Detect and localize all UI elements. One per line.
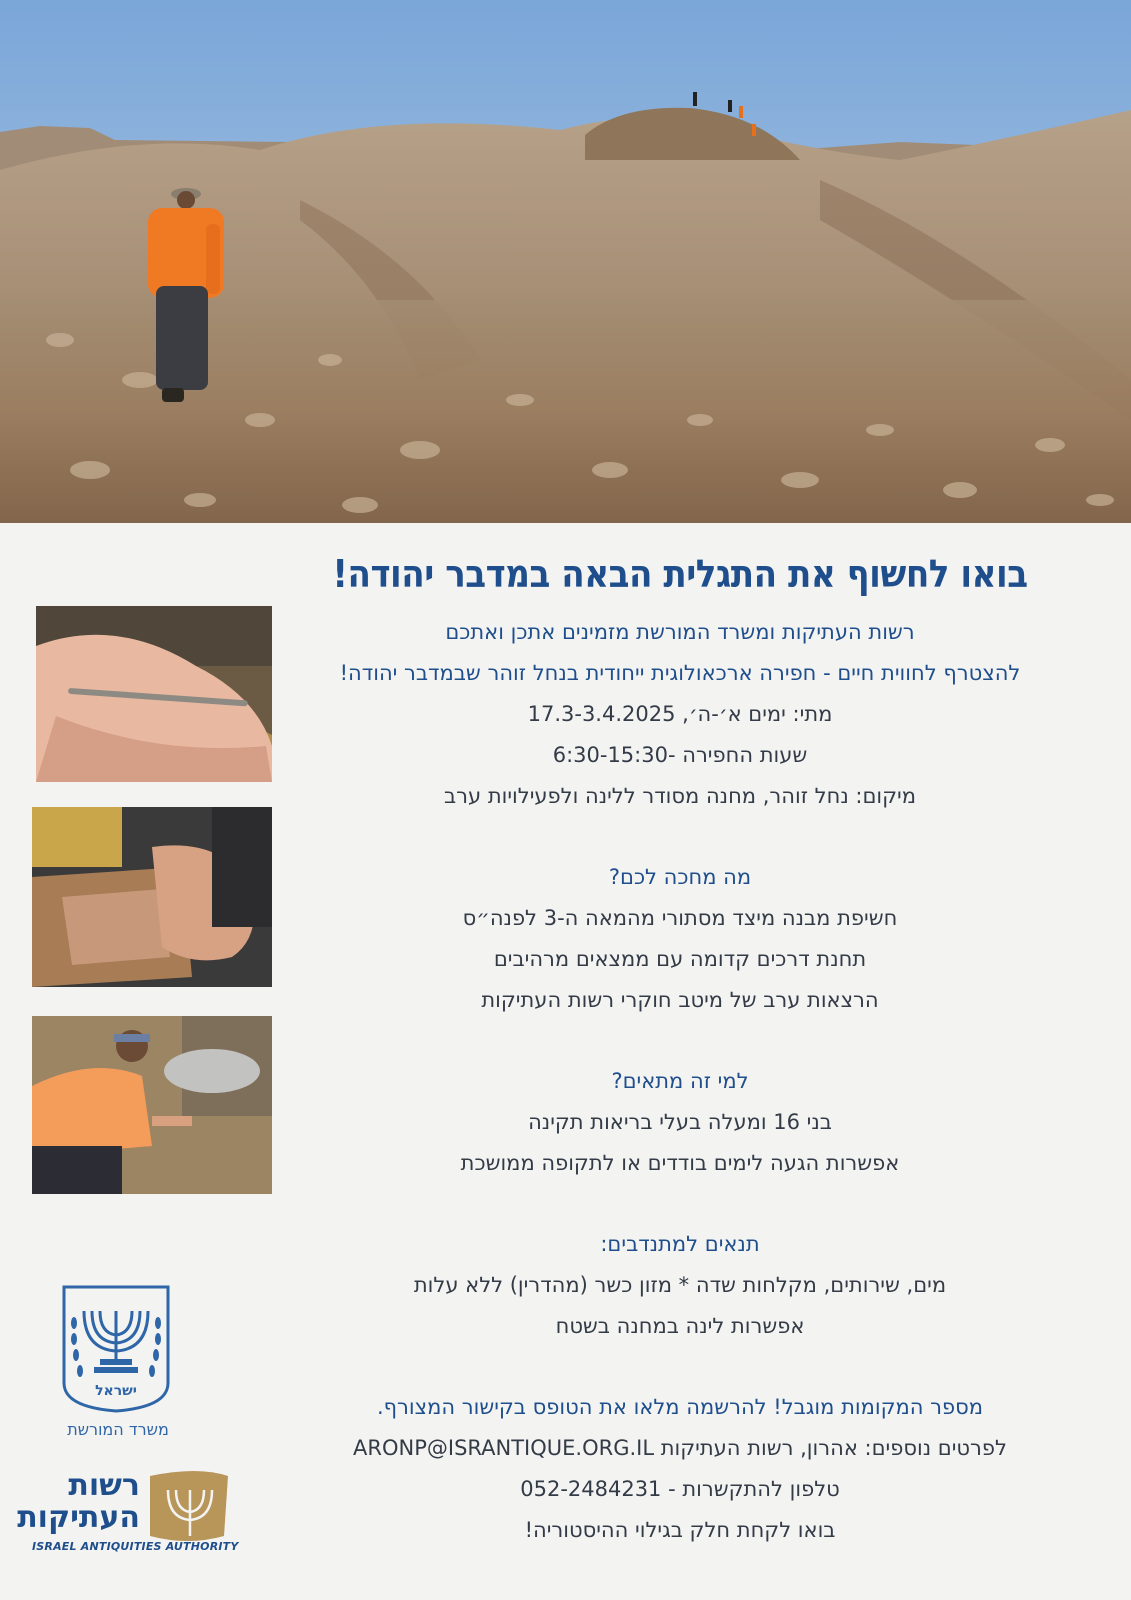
- state-emblem-logo: [60, 1283, 172, 1413]
- what-awaits-heading: מה מחכה לכם?: [608, 865, 752, 889]
- phone-line: טלפון להתקשרות - 052-2484231: [520, 1477, 840, 1501]
- iaa-hebrew-name: רשות העתיקות: [17, 1468, 140, 1535]
- intro-line-1: רשות העתיקות ומשרד המורשת מזמינים אתכן ואתכם: [445, 620, 915, 644]
- hours-line: שעות החפירה -6:30-15:30: [552, 743, 808, 767]
- limited-spots-notice: מספר המקומות מוגבל! להרשמה מלאו את הטופס בקישור המצורף.: [376, 1395, 984, 1419]
- closing-line: בואו לקחת חלק בגילוי ההיסטוריה!: [524, 1518, 836, 1542]
- intro-line-2: להצטרף לחווית חיים - חפירה ארכאולוגית ייחודית בנחל זוהר שבמדבר יהודה!: [339, 661, 1021, 685]
- iaa-english-name: ISRAEL ANTIQUITIES AUTHORITY: [32, 1540, 239, 1553]
- contact-line: לפרטים נוספים: אהרון, רשות העתיקות ARONP@ISRANTIQUE.ORG.IL: [353, 1436, 1007, 1460]
- location-line: מיקום: נחל זוהר, מחנה מסודר ללינה ולפעילויות ערב: [444, 784, 916, 808]
- who-fits-item: אפשרות הגעה לימים בודדים או לתקופה ממושכת: [460, 1151, 900, 1175]
- when-line: מתי: ימים א׳-ה׳, 17.3-3.4.2025: [527, 702, 833, 726]
- what-awaits-item: תחנת דרכים קדומה עם ממצאים מרהיבים: [493, 947, 867, 971]
- what-awaits-item: חשיפת מבנה מיצד מסתורי מהמאה ה-3 לפנה״ס: [462, 906, 898, 930]
- hand-with-cardboard-box-photo: [32, 807, 272, 987]
- who-fits-item: בני 16 ומעלה בעלי בריאות תקינה: [528, 1110, 832, 1134]
- headline: בואו לחשוף את התגלית הבאה במדבר יהודה!: [332, 552, 1028, 596]
- hand-holding-artifact-photo: [36, 606, 272, 782]
- hero-photo: [0, 0, 1131, 523]
- conditions-item: אפשרות לינה במחנה בשטח: [555, 1314, 805, 1338]
- what-awaits-item: הרצאות ערב של מיטב חוקרי רשות העתיקות: [481, 988, 879, 1012]
- flyer-text: [320, 540, 1040, 1561]
- ministry-label: משרד המורשת: [67, 1420, 169, 1439]
- who-fits-heading: למי זה מתאים?: [611, 1069, 749, 1093]
- conditions-item: מים, שירותים, מקלחות שדה * מזון כשר (מהדרין) ללא עלות: [413, 1273, 947, 1297]
- emblem-text: ישראל: [95, 1383, 137, 1399]
- excavator-digging-photo: [32, 1016, 272, 1194]
- conditions-heading: תנאים למתנדבים:: [600, 1232, 760, 1256]
